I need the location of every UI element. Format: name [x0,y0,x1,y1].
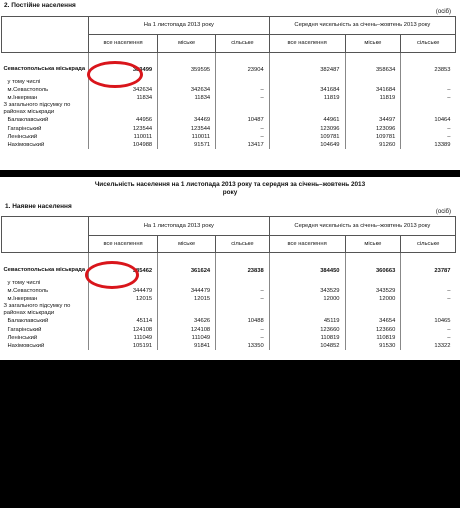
row-label: Ленінський [7,334,38,341]
cell: 342634 [89,86,158,94]
section2-corner-cell [2,217,89,253]
section2-group2-header: Середня чисельність за січень–жовтень 2013 року [269,217,455,236]
cell: 91841 [158,342,216,350]
cell: 110011 [158,133,216,141]
cell: 343529 [269,287,345,295]
table-row [2,116,456,125]
present-population-panel [0,177,460,360]
cell: 110819 [345,334,401,342]
cell: 13350 [216,342,270,350]
cell: – [216,125,270,133]
cell: 123660 [269,326,345,334]
table-row [2,133,456,141]
cell: – [401,133,456,141]
section2-col-header: міське [345,236,401,253]
section2-group1-header: На 1 листопада 2013 року [89,217,270,236]
cell: – [216,94,270,102]
table-row [2,94,456,102]
section1-table [1,16,456,149]
table-row [2,295,456,303]
cell: 23787 [401,262,456,280]
cell: 10487 [216,116,270,125]
highlighted-total: 385462 [132,267,153,274]
cell: 10465 [401,317,456,326]
section2-col-header: все населення [89,236,158,253]
cell: 110819 [269,334,345,342]
row-label: Севастопольська міськрада [3,267,86,273]
cell: 104649 [269,141,345,149]
cell: – [216,133,270,141]
cell: 109781 [269,133,345,141]
table-row [2,287,456,295]
cell: 342634 [158,86,216,94]
section2-table [1,216,456,350]
table-row [2,317,456,326]
section1-col-header: сільське [216,35,270,53]
row-label: З загального підсумку по районах міськради [3,303,71,316]
cell: 384450 [269,262,345,280]
cell: – [401,86,456,94]
section1-col-header: міське [158,35,216,53]
row-label: Гагарінський [7,326,42,333]
cell: 104852 [269,342,345,350]
cell: 341684 [269,86,345,94]
section2-col-header: все населення [269,236,345,253]
section1-col-header: все населення [269,35,345,53]
section2-col-header: сільське [216,236,270,253]
cell: 91530 [345,342,401,350]
cell: 91571 [158,141,216,149]
section1-corner-cell [2,17,89,53]
cell: 110011 [89,133,158,141]
permanent-population-panel [0,0,460,170]
cell: 123096 [269,125,345,133]
cell: 360663 [345,262,401,280]
row-label: Севастопольська міськрада [3,66,86,72]
cell: 123544 [89,125,158,133]
cell: 34469 [158,116,216,125]
section1-unit: (осіб) [435,9,451,15]
row-label: м.Інкерман [7,295,38,302]
cell: – [216,86,270,94]
highlighted-total: 383499 [132,66,153,73]
cell: 359595 [158,61,216,79]
section1-group1-header: На 1 листопада 2013 року [89,17,270,35]
cell: 44961 [269,116,345,125]
cell: 45119 [269,317,345,326]
row-label: Ленінський [7,133,38,140]
table-row [2,303,456,317]
cell: 12015 [89,295,158,303]
table-row [2,262,456,280]
cell: 361624 [158,262,216,280]
table-row [2,334,456,342]
table-row [2,61,456,79]
row-label: Балаклавський [7,318,49,324]
cell: – [401,295,456,303]
cell: – [401,94,456,102]
section1-group2-header: Середня чисельність за січень–жовтень 2013 року [269,17,455,35]
cell: 23838 [216,262,270,280]
cell: 111049 [89,334,158,342]
cell: 343529 [345,287,401,295]
cell: 123096 [345,125,401,133]
table-row [2,79,456,86]
cell: 11819 [269,94,345,102]
row-label: Нахімовський [7,342,45,349]
row-label: Балаклавський [7,117,49,123]
row-label: З загального підсумку по районах міськради [3,102,71,115]
cell: 11834 [89,94,158,102]
section2-col-header: міське [158,236,216,253]
cell: – [401,287,456,295]
cell: 34654 [345,317,401,326]
section1-col-header: все населення [89,35,158,53]
table-row [2,141,456,149]
row-label: м.Інкерман [7,94,38,101]
cell: 44956 [89,116,158,125]
row-label: у тому числі [7,79,41,85]
cell: 10488 [216,317,270,326]
cell: 344479 [158,287,216,295]
table-row [2,342,456,350]
table-row [2,125,456,133]
cell: 111049 [158,334,216,342]
page-title: Чисельність населення на 1 листопада 2013 року та середня за січень–жовтень 2013 року [94,181,366,196]
row-label: м.Севастополь [7,287,49,294]
cell: 341684 [345,86,401,94]
row-label: у тому числі [7,280,41,286]
cell: 23904 [216,61,270,79]
section2-unit: (осіб) [435,209,451,215]
cell: – [401,125,456,133]
cell: 124108 [158,326,216,334]
cell: 123544 [158,125,216,133]
section2-col-header: сільське [401,236,456,253]
cell: 124108 [89,326,158,334]
section1-col-header: міське [345,35,401,53]
cell: 13417 [216,141,270,149]
section2-title: 1. Наявне населення [5,203,72,210]
cell: – [216,295,270,303]
cell: – [401,326,456,334]
table-row [2,326,456,334]
section1-title: 2. Постійне населення [4,2,76,9]
cell: 13322 [401,342,456,350]
cell: – [401,334,456,342]
cell: 11819 [345,94,401,102]
cell: 358634 [345,61,401,79]
table-row [2,86,456,94]
cell: 12000 [345,295,401,303]
cell: – [216,287,270,295]
row-label: м.Севастополь [7,86,49,93]
cell: – [216,326,270,334]
table-row [2,280,456,287]
cell: 109781 [345,133,401,141]
cell: 34626 [158,317,216,326]
cell: 105191 [89,342,158,350]
cell: 11834 [158,94,216,102]
cell: 12015 [158,295,216,303]
row-label: Нахімовський [7,141,45,148]
cell: 382487 [269,61,345,79]
cell: 23853 [401,61,456,79]
cell: 104988 [89,141,158,149]
table-row [2,102,456,116]
cell: 344479 [89,287,158,295]
cell: 45114 [89,317,158,326]
section1-col-header: сільське [401,35,456,53]
cell: – [216,334,270,342]
cell: 12000 [269,295,345,303]
cell: 91260 [345,141,401,149]
cell: 34497 [345,116,401,125]
cell: 123660 [345,326,401,334]
cell: 10464 [401,116,456,125]
cell: 13389 [401,141,456,149]
row-label: Гагарінський [7,125,42,132]
